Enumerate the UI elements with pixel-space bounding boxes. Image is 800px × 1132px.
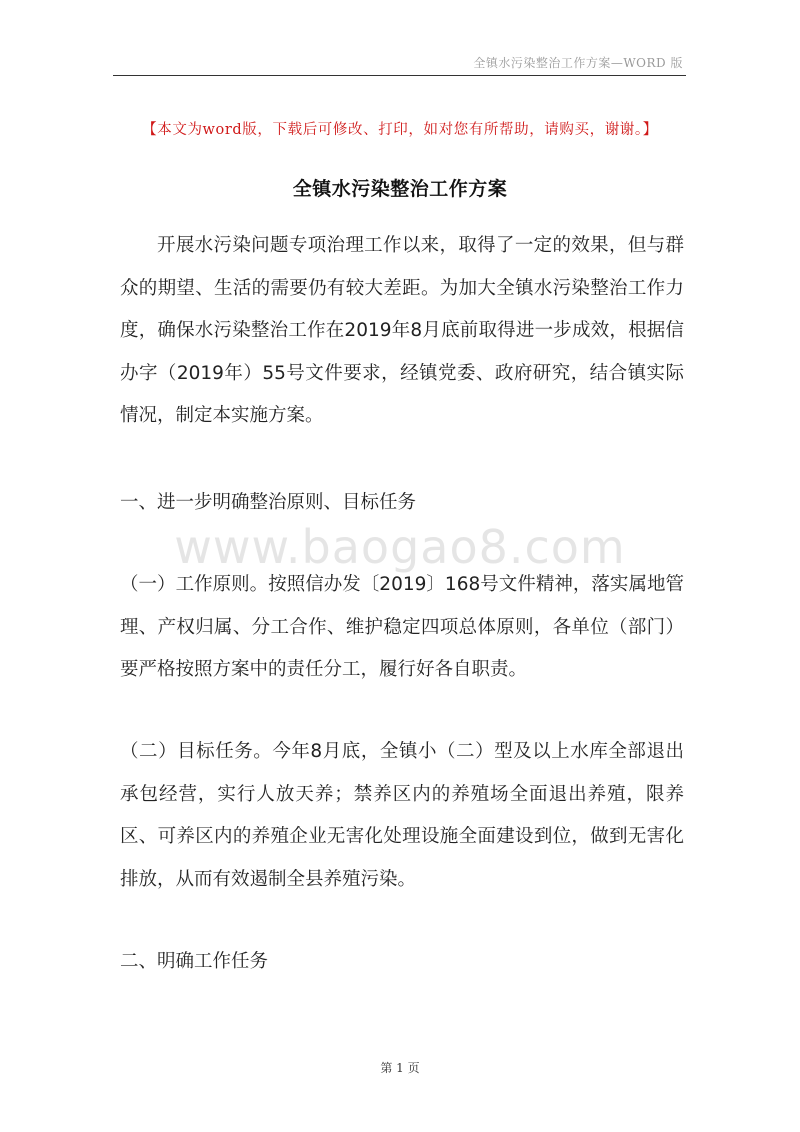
principle-paragraph: （一）工作原则。按照信办发〔2019〕168号文件精神，落实属地管理、产权归属、分工合作、维护稳定四项总体原则，各单位（部门）要严格按照方案中的责任分工，履行好各自职责。 [120,574,684,680]
section-heading-2: 二、明确工作任务 [120,951,269,972]
purchase-notice: 【本文为word版，下载后可修改、打印，如对您有所帮助，请购买，谢谢。】 [142,122,658,138]
page-number: 第 1 页 [380,1061,420,1075]
intro-paragraph: 开展水污染问题专项治理工作以来，取得了一定的效果，但与群众的期望、生活的需要仍有较大差距。为加大全镇水污染整治工作力度，确保水污染整治工作在2019年8月底前取得进一步成效，根据信办字（2019年）55号文件要求，经镇党委、政府研究，结合镇实际情况，制定本实施方案。 [120,235,684,426]
header-divider [113,75,686,76]
running-header: 全镇水污染整治工作方案—WORD 版 [473,56,683,70]
document-title: 全镇水污染整治工作方案 [292,178,508,200]
target-paragraph: （二）目标任务。今年8月底，全镇小（二）型及以上水库全部退出承包经营，实行人放天养；禁养区内的养殖场全面退出养殖，限养区、可养区内的养殖企业无害化处理设施全面建设到位，做到无害化排放，从而有效遏制全县养殖污染。 [120,741,684,890]
section-heading-1: 一、进一步明确整治原则、目标任务 [120,492,417,513]
watermark-text: www.baogao8.com [174,520,626,574]
